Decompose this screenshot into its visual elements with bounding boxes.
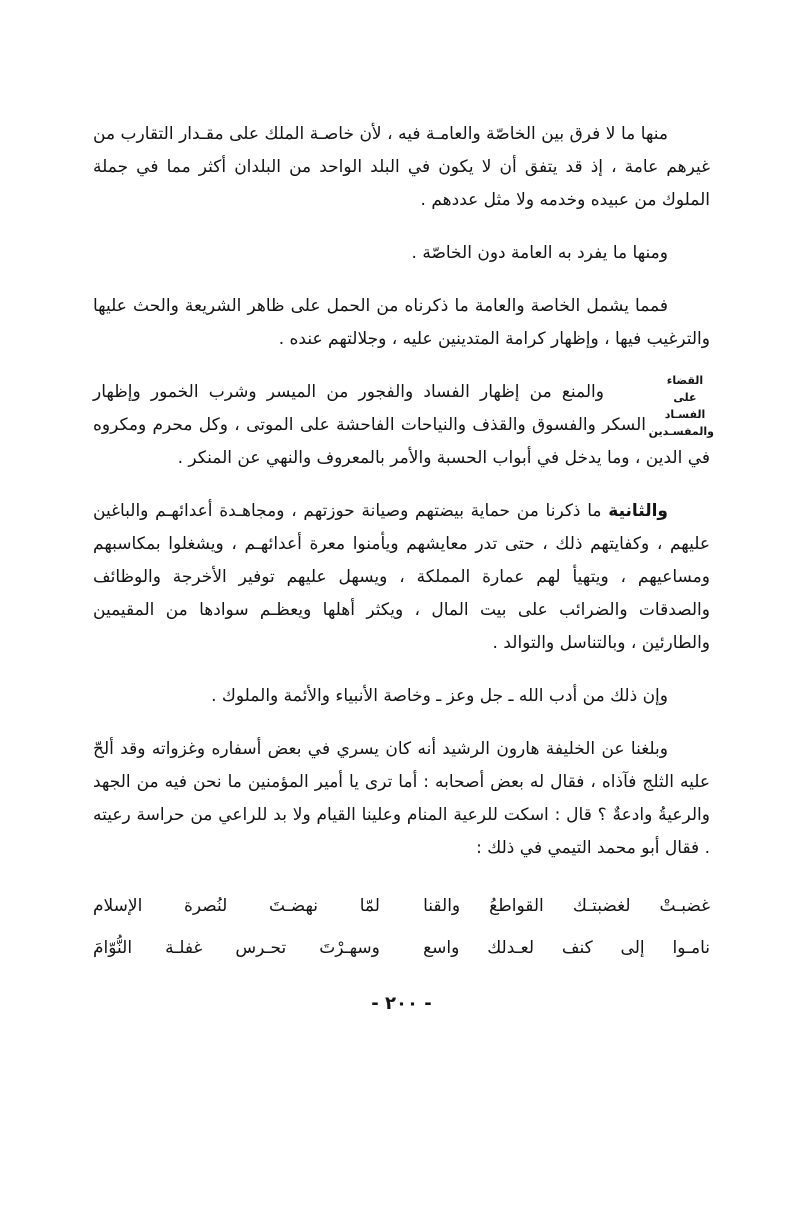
verse-line-2 — [93, 927, 710, 969]
verse-1-first-hemistich: غضبـتْ لغضبتـك القواطعُ والقنا — [423, 896, 710, 916]
paragraph-6 — [93, 680, 710, 713]
paragraph-5 — [93, 495, 710, 660]
paragraph-2 — [93, 237, 710, 270]
paragraph-6-text: وإن ذلك من أدب الله ـ جل وعز ـ وخاصة الأنبياء والأئمة والملوك . — [211, 686, 668, 706]
paragraph-1-text: منها ما لا فرق بين الخاصّة والعامـة فيه ، لأن خاصـة الملك على مقـدار التقارب من غيرهم عامة ، إذ قد يتفق أن لا يكون في البلد الواحد من البلدان أكثر مما في جملة الملوك من عبيده وخدمه ولا مثل عددهم . — [93, 124, 710, 210]
paragraph-3 — [93, 290, 710, 356]
verse-line-1 — [93, 885, 710, 927]
verse-2-second-hemistich: وسهـرْتَ تحـرس غفلـة النُّوّامَ — [93, 938, 380, 958]
verse-2-first-hemistich: نامـوا إلى كنف لعـدلك واسع — [423, 938, 710, 958]
paragraph-1 — [93, 118, 710, 217]
paragraph-7 — [93, 733, 710, 865]
margin-note — [648, 372, 714, 440]
margin-note-line-4: والمفسـدين — [648, 425, 714, 438]
paragraph-5-lead: والثانية — [608, 501, 668, 521]
paragraph-5-text: ما ذكرنا من حماية بيضتهم وصيانة حوزتهم ، ومجاهـدة أعدائهـم والباغين عليهم ، وكفايتهم ذلك ، حتى تدر معايشهم ويأمنوا معرة أعدائهـم ، ويشغلوا بمكاسبهم ومساعيهم ، ويتهيأ لهم عمارة المملكة ، ويسهل عليهم توفير الأخرجة والوظائف والصدقات والضرائب على بيت المال ، ويكثر أهلها ويعظـم سوادها من المقيمين والطارئين ، وبالتناسل والتوالد . — [93, 501, 710, 653]
text-block — [93, 118, 714, 1020]
paragraph-4 — [93, 376, 710, 475]
verse-1-second-hemistich: لمّا نهضـتَ لنُصرة الإسلام — [93, 896, 380, 916]
paragraph-3-text: فمما يشمل الخاصة والعامة ما ذكرناه من الحمل على ظاهر الشريعة والحث عليها والترغيب فيها ، وإظهار كرامة المتدينين عليه ، وجلالتهم عنده . — [93, 296, 710, 349]
paragraph-2-text: ومنها ما يفرد به العامة دون الخاصّة . — [411, 243, 668, 263]
page-number: - ٢٠٠ - — [371, 993, 432, 1014]
margin-note-line-1: القضاء — [666, 374, 704, 387]
margin-note-line-3: الفسـاد — [664, 408, 706, 421]
paragraph-4-text: والمنع من إظهار الفساد والفجور من الميسر وشرب الخمور وإظهار السكر والفسوق والقذف والنياحات الفاحشة على الموتى ، وكل محرم ومكروه في الدين ، وما يدخل في أبواب الحسبة والأمر بالمعروف والنهي عن المنكر . — [93, 382, 710, 468]
paragraph-7-text: وبلغنا عن الخليفة هارون الرشيد أنه كان يسري في بعض أسفاره وغزواته وقد ألحّ عليه الثلج فآذاه ، فقال له بعض أصحابه : أما ترى يا أمير المؤمنين ما نحن فيه من الجهد والرعيةُ وادعةٌ ؟ قال : اسكت للرعية المنام وعلينا القيام ولا بد للراعي من حراسة رعيته . فقال أبو محمد التيمي في ذلك : — [93, 739, 710, 858]
poetry-block — [93, 885, 710, 969]
margin-note-line-2: على — [673, 391, 697, 404]
